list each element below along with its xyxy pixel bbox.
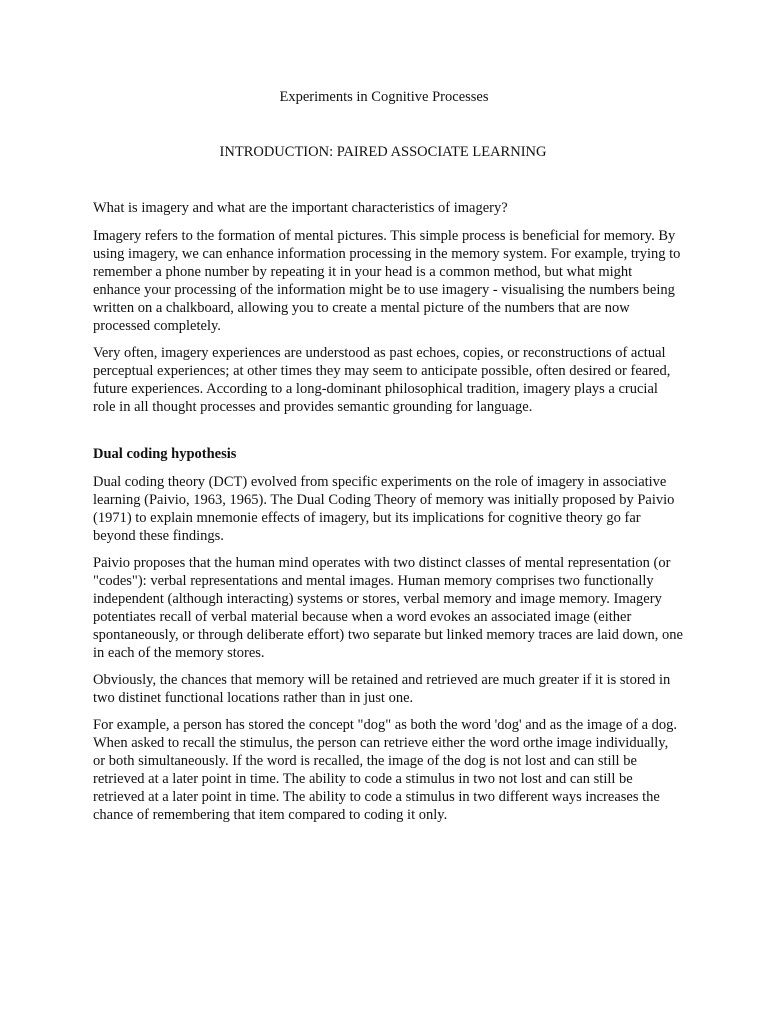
paragraph: For example, a person has stored the concept "dog" as both the word 'dog' and as the image of a dog. When asked to recall the stimulus, the person can retrieve either the word orthe image individually, or both simultaneously. If the word is recalled, the image of the dog is not lost and can still be retrieved at a later point in time. The ability to code a stimulus in two not lost and can still be retrieved at a later point in time. The ability to code a stimulus in two different ways increases the chance of remembering that item compared to coding it only.: [93, 717, 678, 823]
section-heading: Dual coding hypothesis: [93, 446, 237, 462]
intro-question: What is imagery and what are the important characteristics of imagery?: [93, 200, 508, 216]
paragraph: Paivio proposes that the human mind operates with two distinct classes of mental representation (or "codes"): verbal representations and mental images. Human memory comprises two functionally independent (although interacting) systems or stores, verbal memory and image memory. Imagery potentiates recall of verbal material because when a word evokes an associated image (either spontaneously, or through deliberate effort) two separate but linked memory traces are laid down, one in each of the memory stores.: [93, 555, 683, 661]
paragraph: Dual coding theory (DCT) evolved from specific experiments on the role of imagery in associative learning (Paivio, 1963, 1965). The Dual Coding Theory of memory was initially proposed by Paivio (1971) to explain mnemonie effects of imagery, but its implications for cognitive theory go far beyond these findings.: [93, 474, 675, 544]
document-title: Experiments in Cognitive Processes: [279, 89, 489, 105]
document-body: [93, 199, 683, 833]
paragraph: Imagery refers to the formation of mental pictures. This simple process is beneficial for memory. By using imagery, we can enhance information processing in the memory system. For example, trying to remember a phone number by repeating it in your head is a common method, but what might enhance your processing of the information might be to use imagery - visualising the numbers being written on a chalkboard, allowing you to create a mental picture of the numbers that are now processed completely.: [93, 228, 681, 334]
paragraph: Very often, imagery experiences are understood as past echoes, copies, or reconstructions of actual perceptual experiences; at other times they may seem to anticipate possible, often desired or feared, future experiences. According to a long-dominant philosophical tradition, imagery plays a crucial role in all thought processes and provides semantic grounding for language.: [93, 345, 671, 415]
paragraph: Obviously, the chances that memory will be retained and retrieved are much greater if it is stored in two distinet functional locations rather than in just one.: [93, 672, 671, 706]
document-subtitle: INTRODUCTION: PAIRED ASSOCIATE LEARNING: [219, 144, 547, 160]
